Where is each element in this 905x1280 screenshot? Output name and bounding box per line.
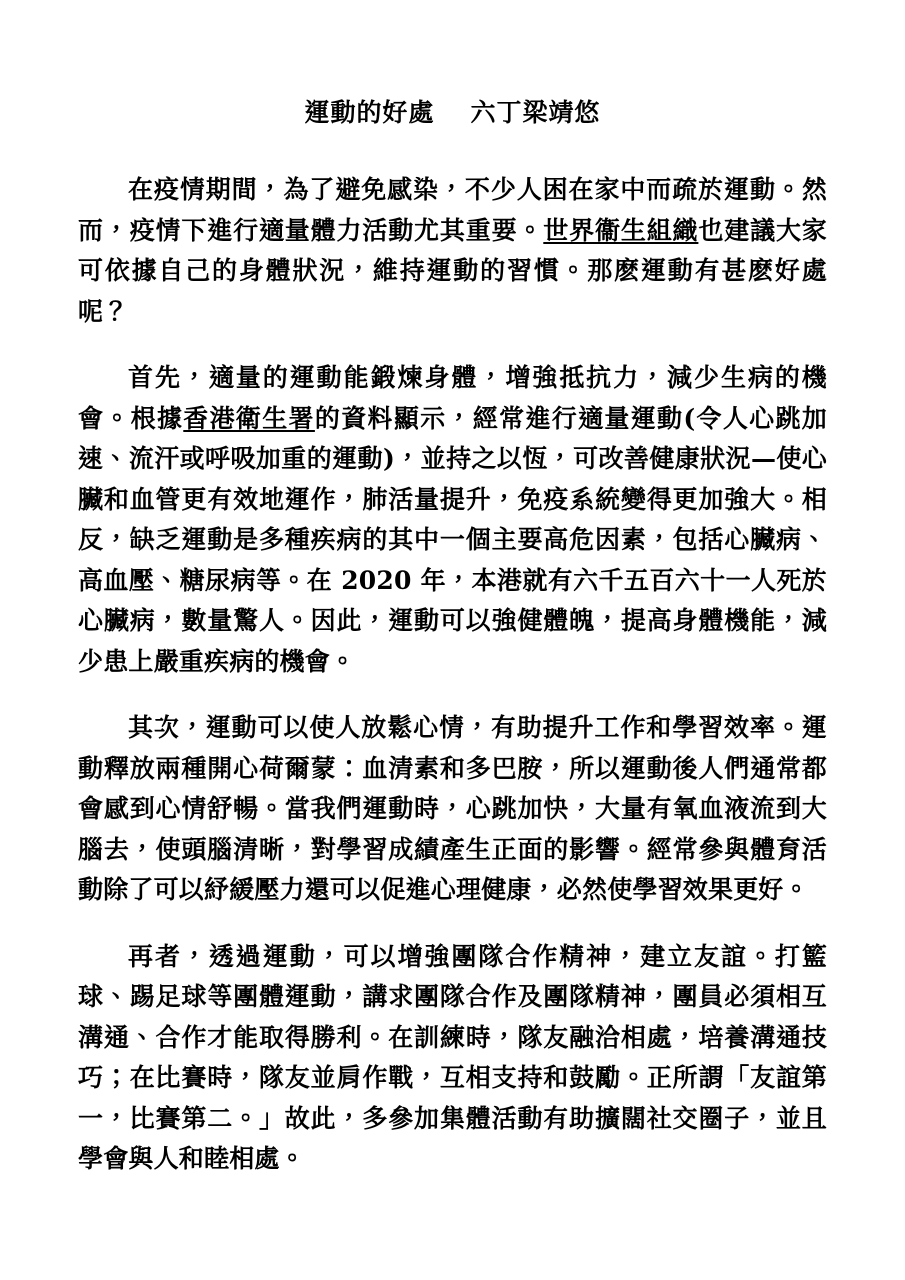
paragraph <box>78 358 827 682</box>
paragraph-text: 其次，運動可以使人放鬆心情，有助提升工作和學習效率。運動釋放兩種開心荷爾蒙：血清素和多巴胺，所以運動後人們通常都會感到心情舒暢。當我們運動時，心跳加快，大量有氧血液流到大腦去，使頭腦清晰，對學習成績產生正面的影響。經常參與體育活動除了可以紓緩壓力還可以促進心理健康，必然使學習效果更好。 <box>78 713 827 904</box>
paragraph-text: 也建議大家可依據自己的身體狀況，維持運動的習慣。那麽運動有甚麽好處呢？ <box>78 215 828 326</box>
document-body <box>78 170 827 1180</box>
title-text: 運動的好處 <box>304 98 435 127</box>
paragraph-text: 首先，適量的運動能鍛煉身體，增強抵抗力，減少生病的機會。根據 <box>78 363 827 433</box>
underlined-text: 香港衛生署 <box>183 403 315 433</box>
page-title <box>78 95 827 130</box>
paragraph <box>78 937 827 1180</box>
author-name: 六丁梁靖悠 <box>470 98 601 127</box>
paragraph <box>78 170 827 332</box>
paragraph-text: 的資料顯示，經常進行適量運動(令人心跳加速、流汗或呼吸加重的運動)，並持之以恆，可改善健康狀況—使心臟和血管更有效地運作，肺活量提升，免疫系統變得更加強大。相反，缺乏運動是多種疾病的其中一個主要高危因素，包括心臟病、高血壓、糖尿病等。在 2020 年，本港就有六千五百六十一人死於心臟病，數量驚人。因此，運動可以強健體魄，提高身體機能，減少患上嚴重疾病的機會。 <box>78 403 827 676</box>
paragraph <box>78 708 827 911</box>
underlined-text: 世界衞生組織 <box>543 215 699 245</box>
paragraph-text: 在疫情期間，為了避免感染，不少人困在家中而疏於運動。然而，疫情下進行適量體力活動尤其重要。 <box>78 175 827 245</box>
paragraph-text: 再者，透過運動，可以增強團隊合作精神，建立友誼。打籃球、踢足球等團體運動，講求團隊合作及團隊精神，團員必須相互溝通、合作才能取得勝利。在訓練時，隊友融洽相處，培養溝通技巧；在比賽時，隊友並肩作戰，互相支持和鼓勵。正所謂「友誼第一，比賽第二。」故此，多參加集體活動有助擴闊社交圈子，並且學會與人和睦相處。 <box>78 941 827 1173</box>
